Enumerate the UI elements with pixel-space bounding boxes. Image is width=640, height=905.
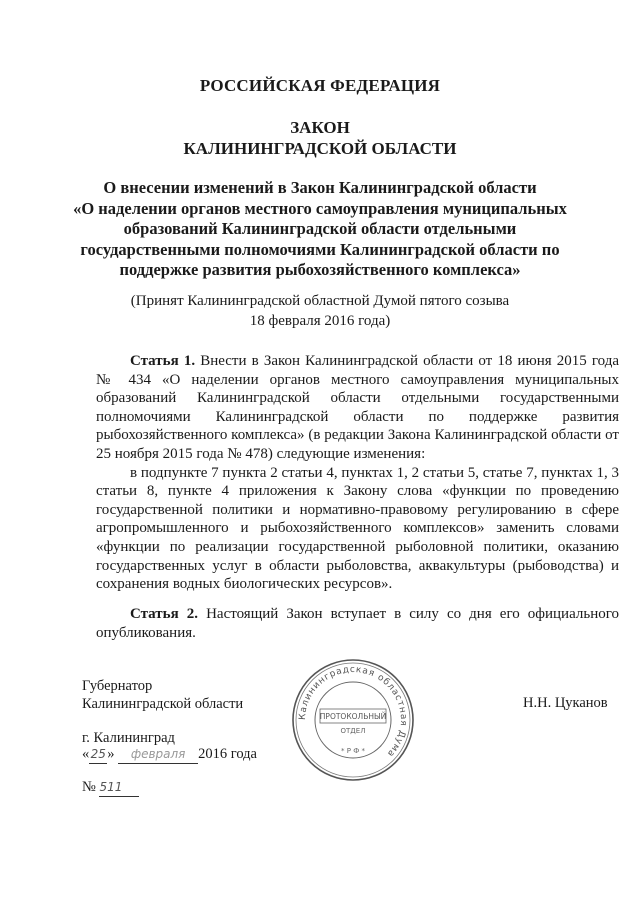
seal-center-line1: ПРОТОКОЛЬНЫЙ — [319, 712, 387, 721]
seal-ring-text: Калининградская областная Дума — [297, 664, 409, 759]
article-2-text: Настоящий Закон вступает в силу со дня его официального опубликования. — [96, 606, 619, 641]
article-2 — [96, 605, 619, 642]
title-line: государственными полномочиями Калининградской области по — [80, 239, 560, 259]
law-header — [0, 117, 640, 159]
article-2-label: Статья 2. — [130, 606, 199, 622]
adoption-line: 18 февраля 2016 года) — [249, 313, 391, 329]
governor-title: Губернатор Калининградской области — [82, 678, 244, 712]
official-seal — [290, 657, 416, 783]
seal-bottom-text: * Р Ф * — [341, 747, 365, 755]
article-1-intro — [96, 352, 619, 464]
title-line: О внесении изменений в Закон Калининградской области — [103, 178, 537, 197]
date-day: 25 — [89, 745, 107, 764]
law-number-value: 511 — [99, 778, 139, 797]
law-header-line: ЗАКОН — [290, 118, 350, 137]
article-1-text: Внести в Закон Калининградской области от 18 июня 2015 года № 434 «О наделении органов местного самоуправления муниципальных образований Калининградской области отдельными государственными полномочиями Калининградской области по поддержке развития рыбохозяйственного комплекса» (в редакции Закона Калининградской области от 25 ноября 2015 года № 478) следующие изменения: — [96, 353, 619, 462]
city-line: г. Калининград — [82, 730, 175, 746]
date-month: февраля — [118, 745, 198, 764]
law-title — [0, 178, 640, 281]
article-1-label: Статья 1. — [130, 353, 196, 369]
seal-center-line2: ОТДЕЛ — [340, 727, 366, 735]
article-1 — [96, 352, 619, 594]
governor-name: Н.Н. Цуканов — [523, 695, 608, 711]
country-header: РОССИЙСКАЯ ФЕДЕРАЦИЯ — [199, 76, 441, 95]
date-line: «25» февраля 2016 года — [82, 746, 257, 762]
title-line: поддержке развития рыбохозяйственного комплекса» — [119, 260, 521, 279]
date-year: 2016 года — [198, 746, 257, 762]
adoption-line: (Принят Калининградской областной Думой пятого созыва — [130, 293, 510, 309]
article-1-paragraph: в подпункте 7 пункта 2 статьи 4, пунктах 1, 2 статьи 5, статье 7, пунктах 1, 3 статьи 8, пункте 4 приложения к Закону слова «функции по проведению государственной политики и нормативно-правовому регулированию в сфере агропромышленного и рыбохозяйственного комплексов» заменить словами «функции по реализации государственной рыболовной политики, оказанию государственных услуг в области рыболовства, аквакультуры (рыбоводства) и сохранения водных биологических ресурсов». — [96, 464, 619, 593]
title-line: «О наделении органов местного самоуправления муниципальных — [73, 198, 567, 218]
title-line: образований Калининградской области отдельными — [123, 219, 517, 238]
adoption-note — [0, 291, 640, 331]
law-header-line: КАЛИНИНГРАДСКОЙ ОБЛАСТИ — [183, 139, 457, 158]
law-number: № 511 — [82, 778, 139, 797]
